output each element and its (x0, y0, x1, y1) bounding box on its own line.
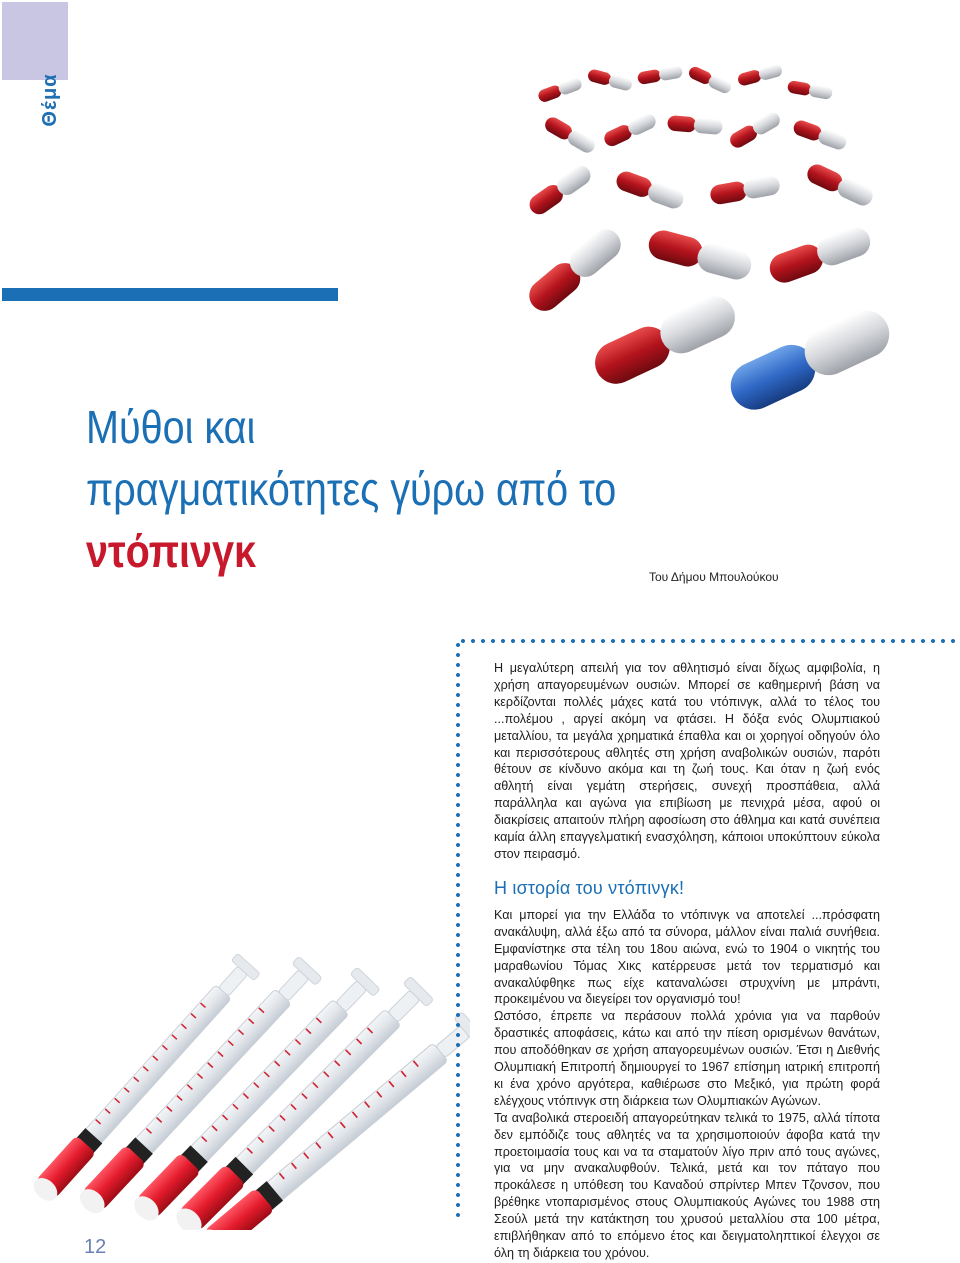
syringes-photo (0, 900, 470, 1230)
article-subheading: Η ιστορία του ντόπινγκ! (494, 877, 685, 898)
article-title (86, 396, 705, 582)
byline: Του Δήμου Μπουλούκου (649, 570, 779, 584)
title-line-3: ντόπινγκ (86, 525, 257, 577)
header-accent-bar (2, 288, 338, 301)
section-label: Θέμα (38, 73, 61, 127)
title-line-2: πραγματικότητες γύρω από το (86, 463, 617, 515)
dotted-border-top (458, 638, 958, 644)
title-line-1: Μύθοι και (86, 401, 256, 453)
page-number: 12 (84, 1236, 107, 1258)
small-capsules (526, 63, 876, 218)
article-paragraph-3: Τα αναβολικά στεροειδή απαγορεύτηκαν τελικά το 1975, αλλά τίποτα δεν εμπόδιζε τους αθλητές να τα χρησιμοποιούν άφοβα κατά την προετοιμασία τους και να τα σταματούν λίγο πριν από τους αγώνες, για να μην ανακαλυφθούν. Τελικά, μετά και τον πάταγο που προκάλεσε η υπόθεση του Καναδού σπρίντερ Μπεν Τζονσον, που βρέθηκε ντοπαρισμένος στους Ολυμπιακούς Αγώνες του 1988 στη Σεούλ μετά την κατάκτηση του χρυσού μεταλλίου στα 100 μέτρα, επιβλήθηκαν από το επόμενο έτος και δειγματοληπτικοί έλεγχοι σε όλη τη διάρκεια του χρόνου. (494, 1110, 880, 1260)
article-body (494, 660, 880, 1262)
section-color-block (2, 2, 68, 80)
capsules-photo (500, 40, 920, 440)
large-capsules (523, 223, 897, 418)
article-intro: Η μεγαλύτερη απειλή για τον αθλητισμό είναι δίχως αμφιβολία, η χρήση απαγορευμένων ουσιών. Μπορεί σε καθημερινή βάση να κερδίζονται πολλές μάχες κατά του ντόπινγκ, αλλά το τέλος του ...πολέμου , αργεί ακόμη να φτάσει. Η δόξα ενός Ολυμπιακού μεταλλίου, τα μεγάλα χρηματικά έπαθλα και οι χορηγοί οδηγούν όλο και περισσότερους αθλητές στη χρήση αναβολικών ουσιών, παρότι θέτουν σε κίνδυνο ακόμα και τη ζωή τους. Και όταν η ζωή ενός αθλητή είναι γεμάτη στερήσεις, συνεχή προσπάθεια, αλλά παράλληλα και αγώνα για επιβίωση με πενιχρά μέσα, αφού οι διακρίσεις απαιτούν πλήρη αφοσίωση στο άθλημα και κατά συνέπεια καμία άλλη επαγγελματική ενασχόληση, κάποιοι υποκύπτουν εύκολα στον πειρασμό. (494, 661, 880, 861)
article-paragraph-1: Και μπορεί για την Ελλάδα το ντόπινγκ να αποτελεί ...πρόσφατη ανακάλυψη, αλλά έξω από τα σύνορα, μάλλον είναι παλιά συνήθεια. Εμφανίστηκε στα τέλη του 18ου αιώνα, ενώ το 1904 ο νικητής του μαραθωνίου Τόμας Χικς κατέρρευσε μετά τον τερματισμό και ανακαλύφθηκε πως είχε καταναλώσει στρυχνίνη με μπράντι, προκειμένου να διεγείρει τον οργανισμό του! (494, 907, 880, 1007)
dotted-border-left (455, 640, 461, 1222)
article-paragraph-2: Ωστόσο, έπρεπε να περάσουν πολλά χρόνια για να παρθούν δραστικές αποφάσεις, κάτω και από την πίεση ορισμένων θανάτων, που αποδόθηκαν σε χρήση απαγορευμένων ουσιών. Έτσι η Διεθνής Ολυμπιακή Επιτροπή δημιουργεί το 1967 επίσημη ιατρική επιτροπή κι ένα χρόνο αργότερα, καθιέρωσε στο Μεξικό, για πρώτη φορά ελέγχους ντόπινγκ στη διάρκεια των Ολυμπιακών Αγώνων. (494, 1009, 880, 1108)
